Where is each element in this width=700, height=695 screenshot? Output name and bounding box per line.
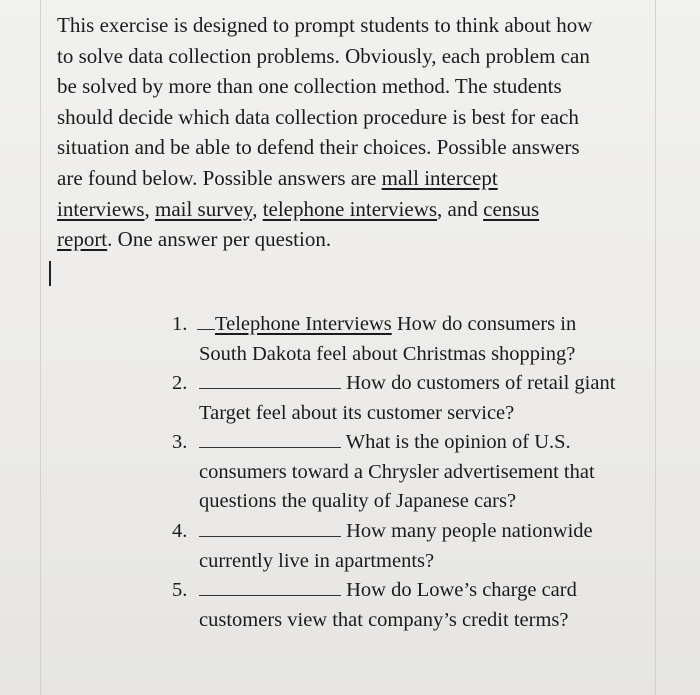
sep-1: ,: [144, 196, 155, 221]
intro-line-7: [57, 194, 657, 225]
question-5: [172, 576, 642, 635]
option-census: census: [483, 196, 540, 221]
question-number: 4.: [172, 520, 188, 542]
question-number: 1.: [172, 313, 188, 335]
intro-paragraph: [57, 10, 657, 255]
intro-line-4: should decide which data collection procedure is best for each: [57, 104, 579, 129]
intro-line-2: to solve data collection problems. Obviously, each problem can: [57, 43, 590, 68]
answer-text[interactable]: Telephone Interviews: [215, 313, 392, 335]
question-number: 2.: [172, 372, 188, 394]
question-text-cont: currently live in apartments?: [199, 549, 435, 572]
page-edge-left: [40, 0, 41, 695]
question-text: How do Lowe’s charge card: [346, 579, 577, 601]
question-text: How many people nationwide: [346, 520, 593, 542]
answer-blank[interactable]: [199, 429, 341, 448]
question-text-cont-2: questions the quality of Japanese cars?: [199, 490, 517, 512]
option-telephone-interviews: telephone interviews: [262, 196, 438, 221]
intro-line-5: situation and be able to defend their choices. Possible answers: [57, 135, 580, 160]
intro-line-6: [57, 163, 657, 194]
question-2: [172, 369, 642, 428]
question-3: [172, 428, 642, 517]
text-cursor: [49, 261, 51, 286]
question-text-cont: consumers toward a Chrysler advertisement that: [199, 460, 595, 483]
answer-blank-prefix: [197, 311, 215, 330]
answer-blank[interactable]: [199, 518, 341, 537]
intro-line-1: This exercise is designed to prompt students to think about how: [57, 13, 593, 37]
sep-2: ,: [252, 196, 263, 221]
sep-3: , and: [437, 196, 484, 221]
intro-tail: . One answer per question.: [107, 227, 332, 252]
option-census-report: report: [57, 227, 108, 252]
option-mall-intercept-cont: interviews: [57, 196, 145, 221]
question-number: 5.: [172, 579, 188, 601]
option-mall-intercept: mall intercept: [381, 165, 498, 190]
question-text: What is the opinion of U.S.: [345, 431, 571, 453]
question-text-cont: Target feel about its customer service?: [199, 401, 515, 424]
question-number: 3.: [172, 431, 188, 453]
question-1: [172, 310, 642, 369]
intro-line-8: [57, 224, 657, 255]
intro-line-3: be solved by more than one collection method. The students: [57, 74, 562, 99]
question-text-cont: customers view that company’s credit terms?: [199, 608, 569, 631]
answer-blank[interactable]: [199, 370, 341, 389]
intro-line-6-text: are found below. Possible answers are: [57, 165, 382, 190]
question-text-cont: South Dakota feel about Christmas shopping?: [199, 342, 576, 365]
option-mail-survey: mail survey: [154, 196, 253, 221]
question-text: How do customers of retail giant: [346, 372, 616, 394]
answer-blank[interactable]: [199, 577, 341, 596]
question-text: How do consumers in: [391, 313, 577, 335]
question-4: [172, 517, 642, 576]
